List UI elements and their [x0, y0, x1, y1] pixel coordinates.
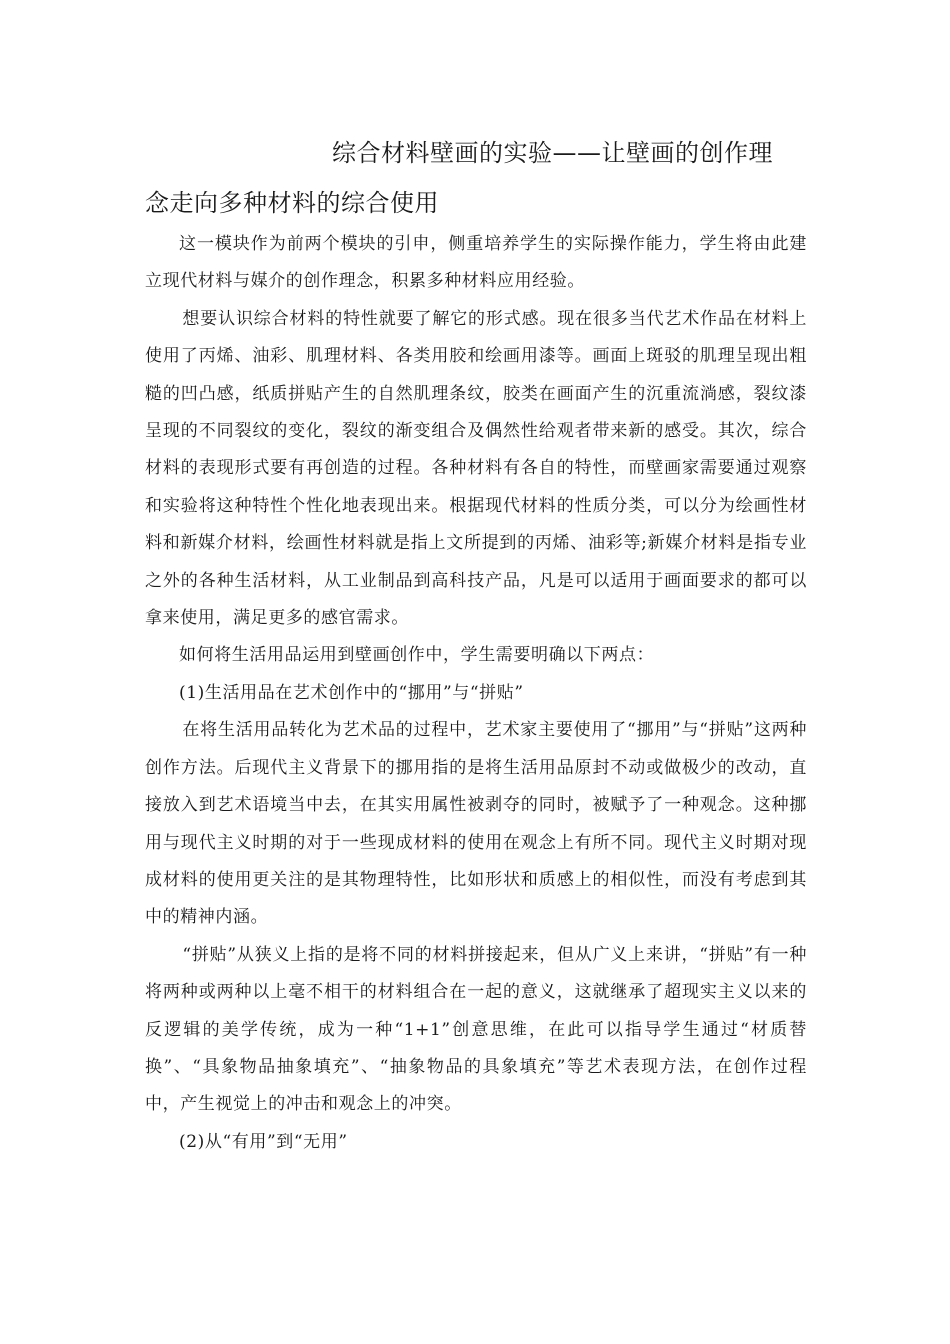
- subheading-useful-to-useless: (2)从“有用”到“无用”: [179, 1131, 348, 1152]
- paragraph-two-points: 如何将生活用品运用到壁画创作中，学生需要明确以下两点：: [179, 645, 655, 666]
- paragraph-material-features: 想要认识综合材料的特性就要了解它的形式感。现在很多当代艺术作品在材料上使用了丙烯、油彩、肌理材料、各类用胶和绘画用漆等。画面上斑驳的肌理呈现出粗糙的凹凸感，纸质拼贴产生的自然肌理条纹，胶类在画面产生的沉重流淌感，裂纹漆呈现的不同裂纹的变化，裂纹的渐变组合及偶然性给观者带来新的感受。其次，综合材料的表现形式要有再创造的过程。各种材料有各自的特性，而壁画家需要通过观察和实验将这种特性个性化地表现出来。根据现代材料的性质分类，可以分为绘画性材料和新媒介材料，绘画性材料就是指上文所提到的丙烯、油彩等;新媒介材料是指专业之外的各种生活材料，从工业制品到高科技产品，凡是可以适用于画面要求的都可以拿来使用，满足更多的感官需求。: [145, 308, 807, 629]
- paragraph-collage: “拼贴”从狭义上指的是将不同的材料拼接起来，但从广义上来讲，“拼贴”有一种将两种或两种以上毫不相干的材料组合在一起的意义，这就继承了超现实主义以来的反逻辑的美学传统，成为一种“1+1”创意思维，在此可以指导学生通过“材质替换”、“具象物品抽象填充”、“抽象物品的具象填充”等艺术表现方法，在创作过程中，产生视觉上的冲击和观念上的冲突。: [145, 944, 807, 1115]
- document-title-line-1: 综合材料壁画的实验——让壁画的创作理: [332, 139, 773, 167]
- document-title-line-2: 念走向多种材料的综合使用: [145, 189, 439, 217]
- paragraph-intro: 这一模块作为前两个模块的引申，侧重培养学生的实际操作能力，学生将由此建立现代材料与媒介的创作理念，积累多种材料应用经验。: [145, 234, 807, 292]
- paragraph-appropriation: 在将生活用品转化为艺术品的过程中，艺术家主要使用了“挪用”与“拼贴”这两种创作方法。后现代主义背景下的挪用指的是将生活用品原封不动或做极少的改动，直接放入到艺术语境当中去，在其实用属性被剥夺的同时，被赋予了一种观念。这种挪用与现代主义时期的对于一些现成材料的使用在观念上有所不同。现代主义时期对现成材料的使用更关注的是其物理特性，比如形状和质感上的相似性，而没有考虑到其中的精神内涵。: [145, 720, 807, 928]
- document-body: [145, 226, 807, 1161]
- subheading-appropriation-collage: (1)生活用品在艺术创作中的“挪用”与“拼贴”: [179, 682, 524, 703]
